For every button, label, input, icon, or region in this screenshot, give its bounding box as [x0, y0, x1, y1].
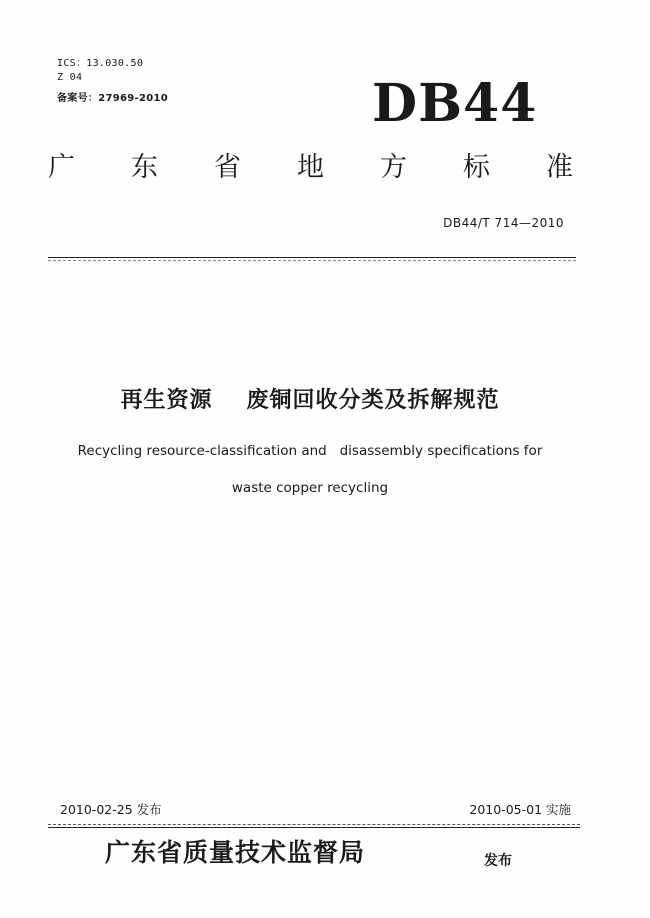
title-chinese: [0, 390, 620, 412]
standard-type-char: 广: [48, 152, 75, 183]
footer-divider-secondary: [48, 827, 580, 828]
ccs-code: Z 04: [57, 72, 83, 83]
issuing-authority-suffix: 发布: [484, 853, 512, 869]
standard-number: DB44/T 714—2010: [443, 216, 564, 230]
standard-type-char: 省: [214, 152, 241, 183]
issuing-authority: 广东省质量技术监督局: [105, 838, 366, 867]
implementation-date: 2010-05-01 实施: [469, 802, 571, 817]
standard-type-char: 地: [297, 152, 324, 183]
header-divider-secondary: [48, 260, 576, 261]
record-number: 备案号：27969-2010: [57, 93, 168, 104]
header-divider: [48, 257, 576, 258]
standard-type-char: 准: [546, 152, 573, 183]
title-chinese-part1: 再生资源: [120, 388, 213, 413]
standard-type: [48, 154, 573, 181]
standard-type-char: 方: [380, 152, 407, 183]
ics-code: ICS：13.030.50: [57, 58, 144, 69]
standard-code-prefix: DB44: [372, 73, 538, 134]
title-english-line1: Recycling resource-classification and disassembly specifications for: [77, 443, 543, 459]
standard-type-char: 标: [463, 152, 490, 183]
title-english-line2: waste copper recycling: [231, 480, 389, 496]
standard-type-char: 东: [131, 152, 158, 183]
title-chinese-part2: 废铜回收分类及拆解规范: [246, 388, 500, 413]
issue-date: 2010-02-25 发布: [60, 802, 162, 817]
footer-divider: [48, 824, 580, 825]
